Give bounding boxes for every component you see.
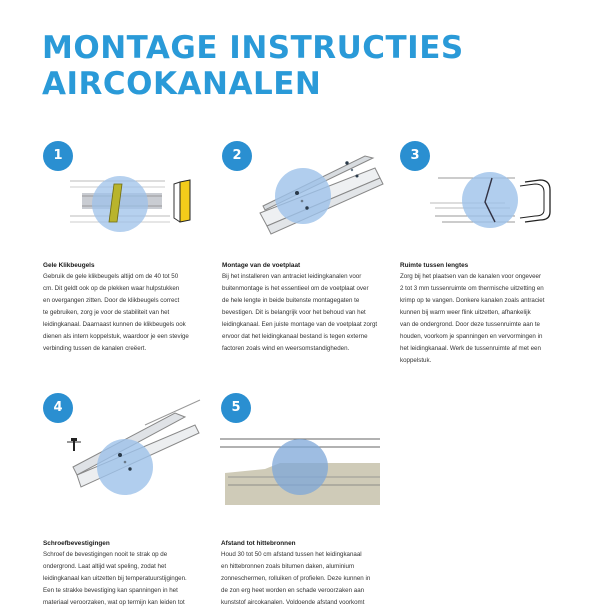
body-line: en overgangen zitten. Door de klikbeugels correct xyxy=(43,297,180,304)
body-line: buitenmontage is het essentieel om de voetplaat over xyxy=(222,285,369,292)
body-line: 2 tot 3 mm tussenruimte om thermische uitzetting en xyxy=(400,285,544,292)
body-line: dienen als intern koppelstuk, waardoor je een stevige xyxy=(43,333,189,340)
step-number-badge: 5 xyxy=(221,393,251,423)
body-line: Een te strakke bevestiging kan spanningen in het xyxy=(43,587,178,594)
body-line: krimp op te vangen. Donkere kanalen zoals antraciet xyxy=(400,297,545,304)
title-line-1: MONTAGE INSTRUCTIES xyxy=(42,30,464,66)
duct-with-screw-illustration xyxy=(65,395,205,495)
body-line: koppelstuk. xyxy=(400,357,432,364)
body-line: Schroef de bevestigingen nooit te strak op de xyxy=(43,551,168,558)
screw-icon xyxy=(67,438,81,451)
duct-gap-with-coupler-illustration xyxy=(430,170,560,240)
body-line: leidingkanaal. Een juiste montage van de voetplaat zorgt xyxy=(222,321,378,328)
body-line: kunststof aircokanalen. Voldoende afstand voorkomt xyxy=(221,599,365,606)
step-title: Gele Klikbeugels xyxy=(43,262,95,269)
body-line: bevestigen. Dit is belangrijk voor het behoud van het xyxy=(222,309,366,316)
body-line: kunnen bij warm weer flink uitzetten, afhankelijk xyxy=(400,309,531,316)
body-line: Zorg bij het plaatsen van de kanalen voor ongeveer xyxy=(400,273,542,280)
page-title xyxy=(42,30,562,102)
body-line: van de ondergrond. Door deze tussenruimte aan te xyxy=(400,321,540,328)
step-title: Schroefbevestigingen xyxy=(43,540,110,547)
body-line: cm. Dit geldt ook op de plekken waar hulpstukken xyxy=(43,285,180,292)
step-body xyxy=(43,549,213,609)
base-plate-with-holes-illustration xyxy=(255,148,385,243)
duct-with-yellow-clip-illustration xyxy=(70,170,200,240)
body-line: verbinding tussen de kanalen creëert. xyxy=(43,345,147,352)
body-line: Houd 30 tot 50 cm afstand tussen het leidingkanaal xyxy=(221,551,362,558)
step-number-badge: 3 xyxy=(400,141,430,171)
step-body xyxy=(43,271,203,355)
step-title: Ruimte tussen lengtes xyxy=(400,262,469,269)
body-line: Gebruik de gele klikbeugels altijd om de 40 tot 50 xyxy=(43,273,179,280)
step-body xyxy=(221,549,391,609)
step-number-badge: 2 xyxy=(222,141,252,171)
step-title: Afstand tot hittebronnen xyxy=(221,540,296,547)
body-line: factoren zoals wind en weersomstandigheden. xyxy=(222,345,350,352)
body-line: en hittebronnen zoals bitumen daken, aluminium xyxy=(221,563,355,570)
body-line: leidingkanaal kan uitzetten bij temperatuurstijgingen. xyxy=(43,575,187,582)
step-body xyxy=(222,271,392,355)
body-line: zonneschermen, rolluiken of profielen. Deze kunnen in xyxy=(221,575,371,582)
body-line: materiaal veroorzaken, wat op termijn kan leiden tot xyxy=(43,599,185,606)
step-title: Montage van de voetplaat xyxy=(222,262,301,269)
body-line: te gebruiken, zorg je voor de stabiliteit van het xyxy=(43,309,170,316)
step-body xyxy=(400,271,560,367)
body-line: de hele lengte in beide buitenste montagegaten te xyxy=(222,297,360,304)
body-line: ondergrond. Laat altijd wat speling, zodat het xyxy=(43,563,167,570)
step-number-badge: 4 xyxy=(43,393,73,423)
title-line-2: AIRCOKANALEN xyxy=(42,66,322,102)
body-line: leidingkanaal. Daarnaast kunnen de klikbeugels ook xyxy=(43,321,186,328)
body-line: houden, voorkom je spanningen en vervormingen in xyxy=(400,333,543,340)
duct-above-heat-source-illustration xyxy=(220,425,385,500)
body-line: ervoor dat het leidingkanaal bestand is tegen externe xyxy=(222,333,368,340)
body-line: de zon erg heet worden en schade veroorzaken aan xyxy=(221,587,365,594)
step-number-badge: 1 xyxy=(43,141,73,171)
body-line: Bij het installeren van antraciet leidingkanalen voor xyxy=(222,273,362,280)
body-line: het leidingkanaal. Werk de tussenruimte af met een xyxy=(400,345,541,352)
